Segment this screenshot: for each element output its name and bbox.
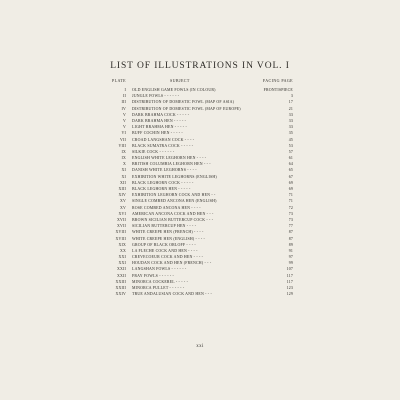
facing-page-number: 73 bbox=[288, 211, 293, 216]
facing-page-number: 61 bbox=[288, 156, 293, 161]
illustration-subject: GROUP OF BLACK ORLOFF - - - - bbox=[132, 242, 196, 247]
plate-number: XXI bbox=[118, 255, 126, 260]
facing-page-number: 87 bbox=[288, 230, 293, 235]
facing-page-number: 117 bbox=[286, 273, 293, 278]
plate-number: XIII bbox=[118, 187, 126, 191]
illustration-subject: FRAY FOWLS - - - - - - bbox=[132, 273, 175, 278]
plate-number: XV bbox=[119, 205, 126, 210]
page-title: LIST OF ILLUSTRATIONS IN VOL. I bbox=[110, 61, 290, 71]
plate-number: II bbox=[123, 94, 126, 99]
facing-page-number: 87 bbox=[288, 236, 293, 241]
plate-number: XXI bbox=[118, 261, 126, 266]
plate-number: XV bbox=[119, 199, 126, 204]
illustration-subject: TRUE ANDALUSIAN COCK AND HEN - - - bbox=[132, 292, 212, 297]
plate-number: IX bbox=[121, 149, 126, 154]
illustration-subject: MINORCA PULLET - - - - - - bbox=[132, 286, 185, 290]
facing-page-number: 99 bbox=[288, 261, 293, 266]
plate-number: V bbox=[122, 125, 126, 130]
illustration-subject: OLD ENGLISH GAME FOWLS (IN COLOUR) bbox=[132, 88, 216, 92]
facing-page-number: 64 bbox=[288, 162, 293, 167]
illustration-subject: LANGSHAN FOWLS - - - - - - bbox=[132, 267, 187, 272]
plate-number: IX bbox=[121, 156, 126, 161]
plate-number: XI bbox=[121, 174, 126, 179]
column-header-subject: SUBJECT bbox=[170, 78, 190, 83]
illustration-subject: BROWN SICILIAN BUTTERCUP COCK - - - bbox=[132, 217, 214, 222]
illustration-subject: AMERICAN ANCONA COCK AND HEN - - - bbox=[132, 211, 214, 216]
facing-page-number: 65 bbox=[288, 168, 293, 173]
illustration-subject: BRITISH COLUMBIA LEGHORN HEN - - - bbox=[132, 162, 211, 167]
illustration-subject: LA FLECHE COCK AND HEN - - - - bbox=[132, 248, 198, 253]
illustration-subject: EXHIBITION LEGHORN COCK AND HEN - - bbox=[132, 193, 216, 198]
plate-number: VIII bbox=[118, 143, 126, 148]
illustration-subject: BUFF COCHIN HEN - - - - - bbox=[132, 131, 183, 136]
plate-number: XII bbox=[119, 180, 126, 185]
illustration-subject: SILKIE COCK - - - - - - bbox=[132, 149, 175, 154]
plate-number: XI bbox=[121, 168, 126, 173]
plate-number: X bbox=[122, 162, 126, 167]
facing-page-number: 17 bbox=[288, 100, 293, 105]
facing-page-number: 71 bbox=[288, 199, 293, 204]
illustration-subject: HOUDAN COCK AND HEN (FRENCH) - - - bbox=[132, 261, 212, 266]
facing-page-number: 33 bbox=[288, 125, 293, 130]
illustration-subject: EXHIBITION WHITE LEGHORNS (ENGLISH) bbox=[132, 174, 217, 179]
facing-page-number: 73 bbox=[288, 217, 293, 222]
list-item bbox=[112, 291, 293, 297]
illustration-subject: ENGLISH WHITE LEGHORN HEN - - - - bbox=[132, 156, 207, 161]
column-header-plate: PLATE bbox=[112, 78, 126, 83]
column-header-facing-page: FACING PAGE bbox=[262, 78, 293, 83]
plate-number: XXIII bbox=[115, 279, 126, 284]
plate-number: XVI bbox=[118, 211, 126, 216]
plate-number: XX bbox=[119, 248, 126, 253]
illustration-subject: DARK BRAHMA HEN - - - - - bbox=[132, 118, 187, 123]
plate-number: XIX bbox=[118, 242, 126, 247]
illustration-subject: BLACK LEGHORN COCK - - - - - bbox=[132, 180, 194, 185]
plate-number: XXIII bbox=[115, 286, 126, 290]
illustration-subject: SINGLE COMBED ANCONA HEN (ENGLISH) bbox=[132, 199, 217, 204]
facing-page-number: 69 bbox=[288, 180, 293, 185]
facing-page-number: 33 bbox=[288, 112, 293, 117]
illustration-subject: ROSE COMBED ANCONA HEN - - - - bbox=[132, 205, 201, 210]
facing-page-number: FRONTISPIECE bbox=[263, 88, 293, 92]
facing-page-number: 107 bbox=[286, 267, 293, 272]
illustration-subject: CREVECOEUR COCK AND HEN - - - - bbox=[132, 255, 204, 260]
facing-page-number: 129 bbox=[286, 292, 293, 297]
illustration-subject: WHITE CREEPE HEN (FRENCH) - - - - bbox=[132, 230, 204, 235]
illustration-subject: CROAD LANGSHAN COCK - - - - bbox=[132, 137, 195, 142]
facing-page-number: 33 bbox=[288, 118, 293, 123]
column-headers bbox=[112, 78, 293, 86]
illustration-subject: DISTRIBUTION OF DOMESTIC FOWL (MAP OF EUROPE) bbox=[132, 106, 241, 111]
facing-page-number: 123 bbox=[286, 286, 293, 290]
facing-page-number: 91 bbox=[288, 248, 293, 253]
plate-number: VI bbox=[121, 131, 126, 136]
plate-number: XIV bbox=[118, 193, 126, 198]
illustration-subject: DANISH WHITE LEGHORNS - - - - bbox=[132, 168, 197, 173]
plate-number: XXII bbox=[116, 273, 126, 278]
plate-number: XVII bbox=[116, 224, 126, 229]
facing-page-number: 45 bbox=[288, 137, 293, 142]
facing-page-number: 67 bbox=[288, 174, 293, 179]
plate-number: XVII bbox=[116, 217, 126, 222]
plate-number: IV bbox=[121, 106, 126, 111]
illustration-subject: MINORCA COCKEREL - - - - - bbox=[132, 279, 189, 284]
illustration-subject: JUNGLE FOWLS - - - - - - bbox=[132, 94, 180, 99]
facing-page-number: 35 bbox=[288, 131, 293, 136]
facing-page-number: 71 bbox=[288, 193, 293, 198]
facing-page-number: 53 bbox=[288, 143, 293, 148]
facing-page-number: 97 bbox=[288, 255, 293, 260]
page-number: xxi bbox=[196, 344, 204, 349]
facing-page-number: 77 bbox=[288, 224, 293, 229]
illustration-subject: DISTRIBUTION OF DOMESTIC FOWL (MAP OF ASIA) bbox=[132, 100, 235, 105]
facing-page-number: 21 bbox=[288, 106, 293, 111]
illustration-list bbox=[112, 87, 293, 297]
illustration-subject: LIGHT BRAHMA HEN - - - - - bbox=[132, 125, 187, 130]
plate-number: V bbox=[122, 118, 126, 123]
facing-page-number: 57 bbox=[288, 149, 293, 154]
facing-page-number: 3 bbox=[290, 94, 293, 99]
illustration-subject: DARK BRAHMA COCK - - - - - bbox=[132, 112, 190, 117]
plate-number: I bbox=[124, 88, 126, 92]
illustration-subject: SICILIAN BUTTERCUP HEN - - - - bbox=[132, 224, 197, 229]
plate-number: XXII bbox=[116, 267, 126, 272]
facing-page-number: 69 bbox=[288, 187, 293, 191]
plate-number: XXIV bbox=[115, 292, 126, 297]
illustration-subject: WHITE CREEPE HEN (ENGLISH) - - - - bbox=[132, 236, 206, 241]
plate-number: XVIII bbox=[115, 230, 126, 235]
facing-page-number: 117 bbox=[286, 279, 293, 284]
plate-number: V bbox=[122, 112, 126, 117]
facing-page-number: 72 bbox=[288, 205, 293, 210]
illustration-subject: BLACK SUMATRA COCK - - - - - bbox=[132, 143, 194, 148]
plate-number: III bbox=[121, 100, 126, 105]
facing-page-number: 89 bbox=[288, 242, 293, 247]
plate-number: VII bbox=[119, 137, 126, 142]
illustration-subject: BLACK LEGHORN HEN - - - - - bbox=[132, 187, 191, 191]
plate-number: XVIII bbox=[115, 236, 126, 241]
